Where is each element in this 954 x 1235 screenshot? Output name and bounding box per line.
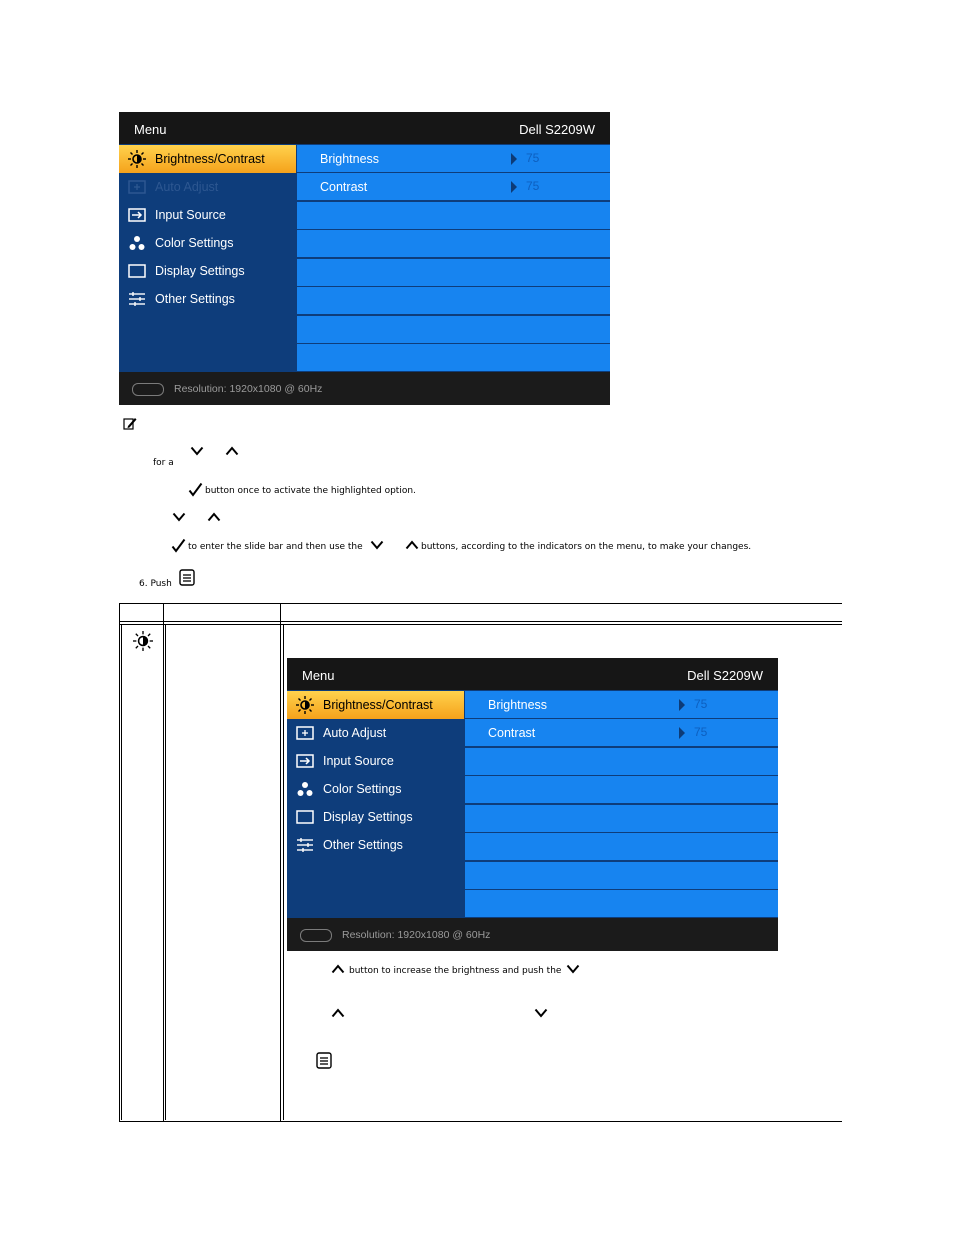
osd-submenu [296, 144, 610, 372]
table-border [283, 624, 284, 1120]
osd-item-input-source[interactable] [287, 747, 464, 775]
osd-row-contrast[interactable] [465, 719, 778, 746]
table-border [119, 603, 120, 1122]
arrow-right-icon [679, 727, 685, 739]
osd-row-empty [297, 230, 610, 257]
osd-item-label: Other Settings [155, 292, 235, 306]
osd-row-brightness[interactable] [297, 145, 610, 172]
up-arrow-icon [405, 540, 419, 550]
osd-row-empty [297, 287, 610, 314]
osd-item-color-settings[interactable] [119, 229, 296, 257]
osd-item-label: Brightness/Contrast [155, 152, 265, 166]
osd-menu-table [287, 658, 778, 951]
osd-row-empty [465, 833, 778, 860]
osd-row-empty [297, 259, 610, 286]
osd-row-value: 75 [694, 697, 708, 711]
arrow-right-icon [511, 153, 517, 165]
osd-footer [287, 918, 778, 951]
osd-row-label: Contrast [320, 180, 368, 194]
checkmark-icon [171, 538, 186, 553]
vga-connector-icon [132, 383, 164, 396]
osd-row-empty [465, 748, 778, 775]
osd-item-label: Brightness/Contrast [323, 698, 433, 712]
display-settings-icon [128, 262, 146, 280]
brightness-icon [133, 631, 153, 651]
osd-header [287, 658, 778, 690]
osd-row-label: Brightness [488, 698, 548, 712]
osd-item-label: Display Settings [155, 264, 245, 278]
arrow-right-icon [679, 699, 685, 711]
table-border [165, 624, 166, 1120]
down-arrow-icon [190, 446, 204, 456]
up-arrow-icon [331, 964, 345, 974]
osd-row-empty [465, 805, 778, 832]
instruction-text: 6. Push [139, 579, 172, 589]
osd-item-label: Color Settings [323, 782, 402, 796]
osd-header [119, 112, 610, 144]
other-settings-icon [128, 290, 146, 308]
osd-item-brightness-contrast[interactable] [287, 691, 464, 719]
osd-menu-title: Menu [302, 668, 335, 683]
osd-item-auto-adjust[interactable] [119, 173, 296, 201]
osd-item-label: Color Settings [155, 236, 234, 250]
osd-row-value: 75 [526, 151, 540, 165]
osd-row-brightness[interactable] [465, 691, 778, 718]
osd-menu-title: Menu [134, 122, 167, 137]
osd-item-label: Input Source [155, 208, 226, 222]
osd-category-list [119, 144, 296, 372]
color-settings-icon [128, 234, 146, 252]
brightness-icon [296, 696, 314, 714]
up-arrow-icon [331, 1008, 345, 1018]
table-border [119, 1121, 842, 1122]
up-arrow-icon [225, 446, 239, 456]
osd-menu-top [119, 112, 610, 405]
osd-model-name: Dell S2209W [519, 122, 595, 137]
table-border [121, 624, 122, 1120]
osd-resolution: Resolution: 1920x1080 @ 60Hz [174, 383, 323, 395]
osd-row-value: 75 [526, 179, 540, 193]
osd-item-label: Display Settings [323, 810, 413, 824]
osd-row-empty [465, 890, 778, 917]
osd-item-label: Other Settings [323, 838, 403, 852]
down-arrow-icon [370, 540, 384, 550]
table-border [163, 603, 164, 1122]
menu-button-icon [179, 569, 195, 586]
table-border [119, 621, 842, 622]
up-arrow-icon [207, 512, 221, 522]
osd-row-empty [297, 202, 610, 229]
auto-adjust-icon [296, 724, 314, 742]
osd-category-list [287, 690, 464, 918]
osd-row-empty [465, 862, 778, 889]
brightness-icon [128, 150, 146, 168]
instruction-text: for a [153, 458, 174, 468]
display-settings-icon [296, 808, 314, 826]
osd-item-display-settings[interactable] [119, 257, 296, 285]
down-arrow-icon [534, 1008, 548, 1018]
arrow-right-icon [511, 181, 517, 193]
instruction-text: button once to activate the highlighted option. [205, 486, 416, 496]
osd-row-empty [465, 776, 778, 803]
instruction-text: to enter the slide bar and then use the [188, 542, 363, 552]
osd-item-display-settings[interactable] [287, 803, 464, 831]
osd-row-empty [297, 344, 610, 371]
osd-item-color-settings[interactable] [287, 775, 464, 803]
osd-item-other-settings[interactable] [119, 285, 296, 313]
instruction-text: buttons, according to the indicators on the menu, to make your changes. [421, 542, 752, 552]
osd-row-value: 75 [694, 725, 708, 739]
osd-model-name: Dell S2209W [687, 668, 763, 683]
osd-row-empty [297, 316, 610, 343]
auto-adjust-icon [128, 178, 146, 196]
osd-submenu [464, 690, 778, 918]
menu-button-icon [316, 1052, 332, 1069]
down-arrow-icon [566, 964, 580, 974]
osd-item-brightness-contrast[interactable] [119, 145, 296, 173]
osd-item-label: Input Source [323, 754, 394, 768]
other-settings-icon [296, 836, 314, 854]
osd-resolution: Resolution: 1920x1080 @ 60Hz [342, 929, 491, 941]
checkmark-icon [188, 482, 203, 497]
table-border [119, 624, 842, 625]
osd-item-input-source[interactable] [119, 201, 296, 229]
osd-item-label: Auto Adjust [323, 726, 387, 740]
osd-row-contrast[interactable] [297, 173, 610, 200]
note-pencil-icon [123, 417, 137, 430]
osd-item-auto-adjust[interactable] [287, 719, 464, 747]
down-arrow-icon [172, 512, 186, 522]
osd-item-other-settings[interactable] [287, 831, 464, 859]
osd-footer [119, 372, 610, 405]
osd-row-label: Contrast [488, 726, 536, 740]
table-note-text: button to increase the brightness and push the [349, 966, 562, 976]
color-settings-icon [296, 780, 314, 798]
table-border [280, 603, 281, 1122]
osd-item-label: Auto Adjust [155, 180, 219, 194]
osd-row-label: Brightness [320, 152, 380, 166]
input-source-icon [296, 752, 314, 770]
input-source-icon [128, 206, 146, 224]
vga-connector-icon [300, 929, 332, 942]
table-border [119, 603, 842, 604]
